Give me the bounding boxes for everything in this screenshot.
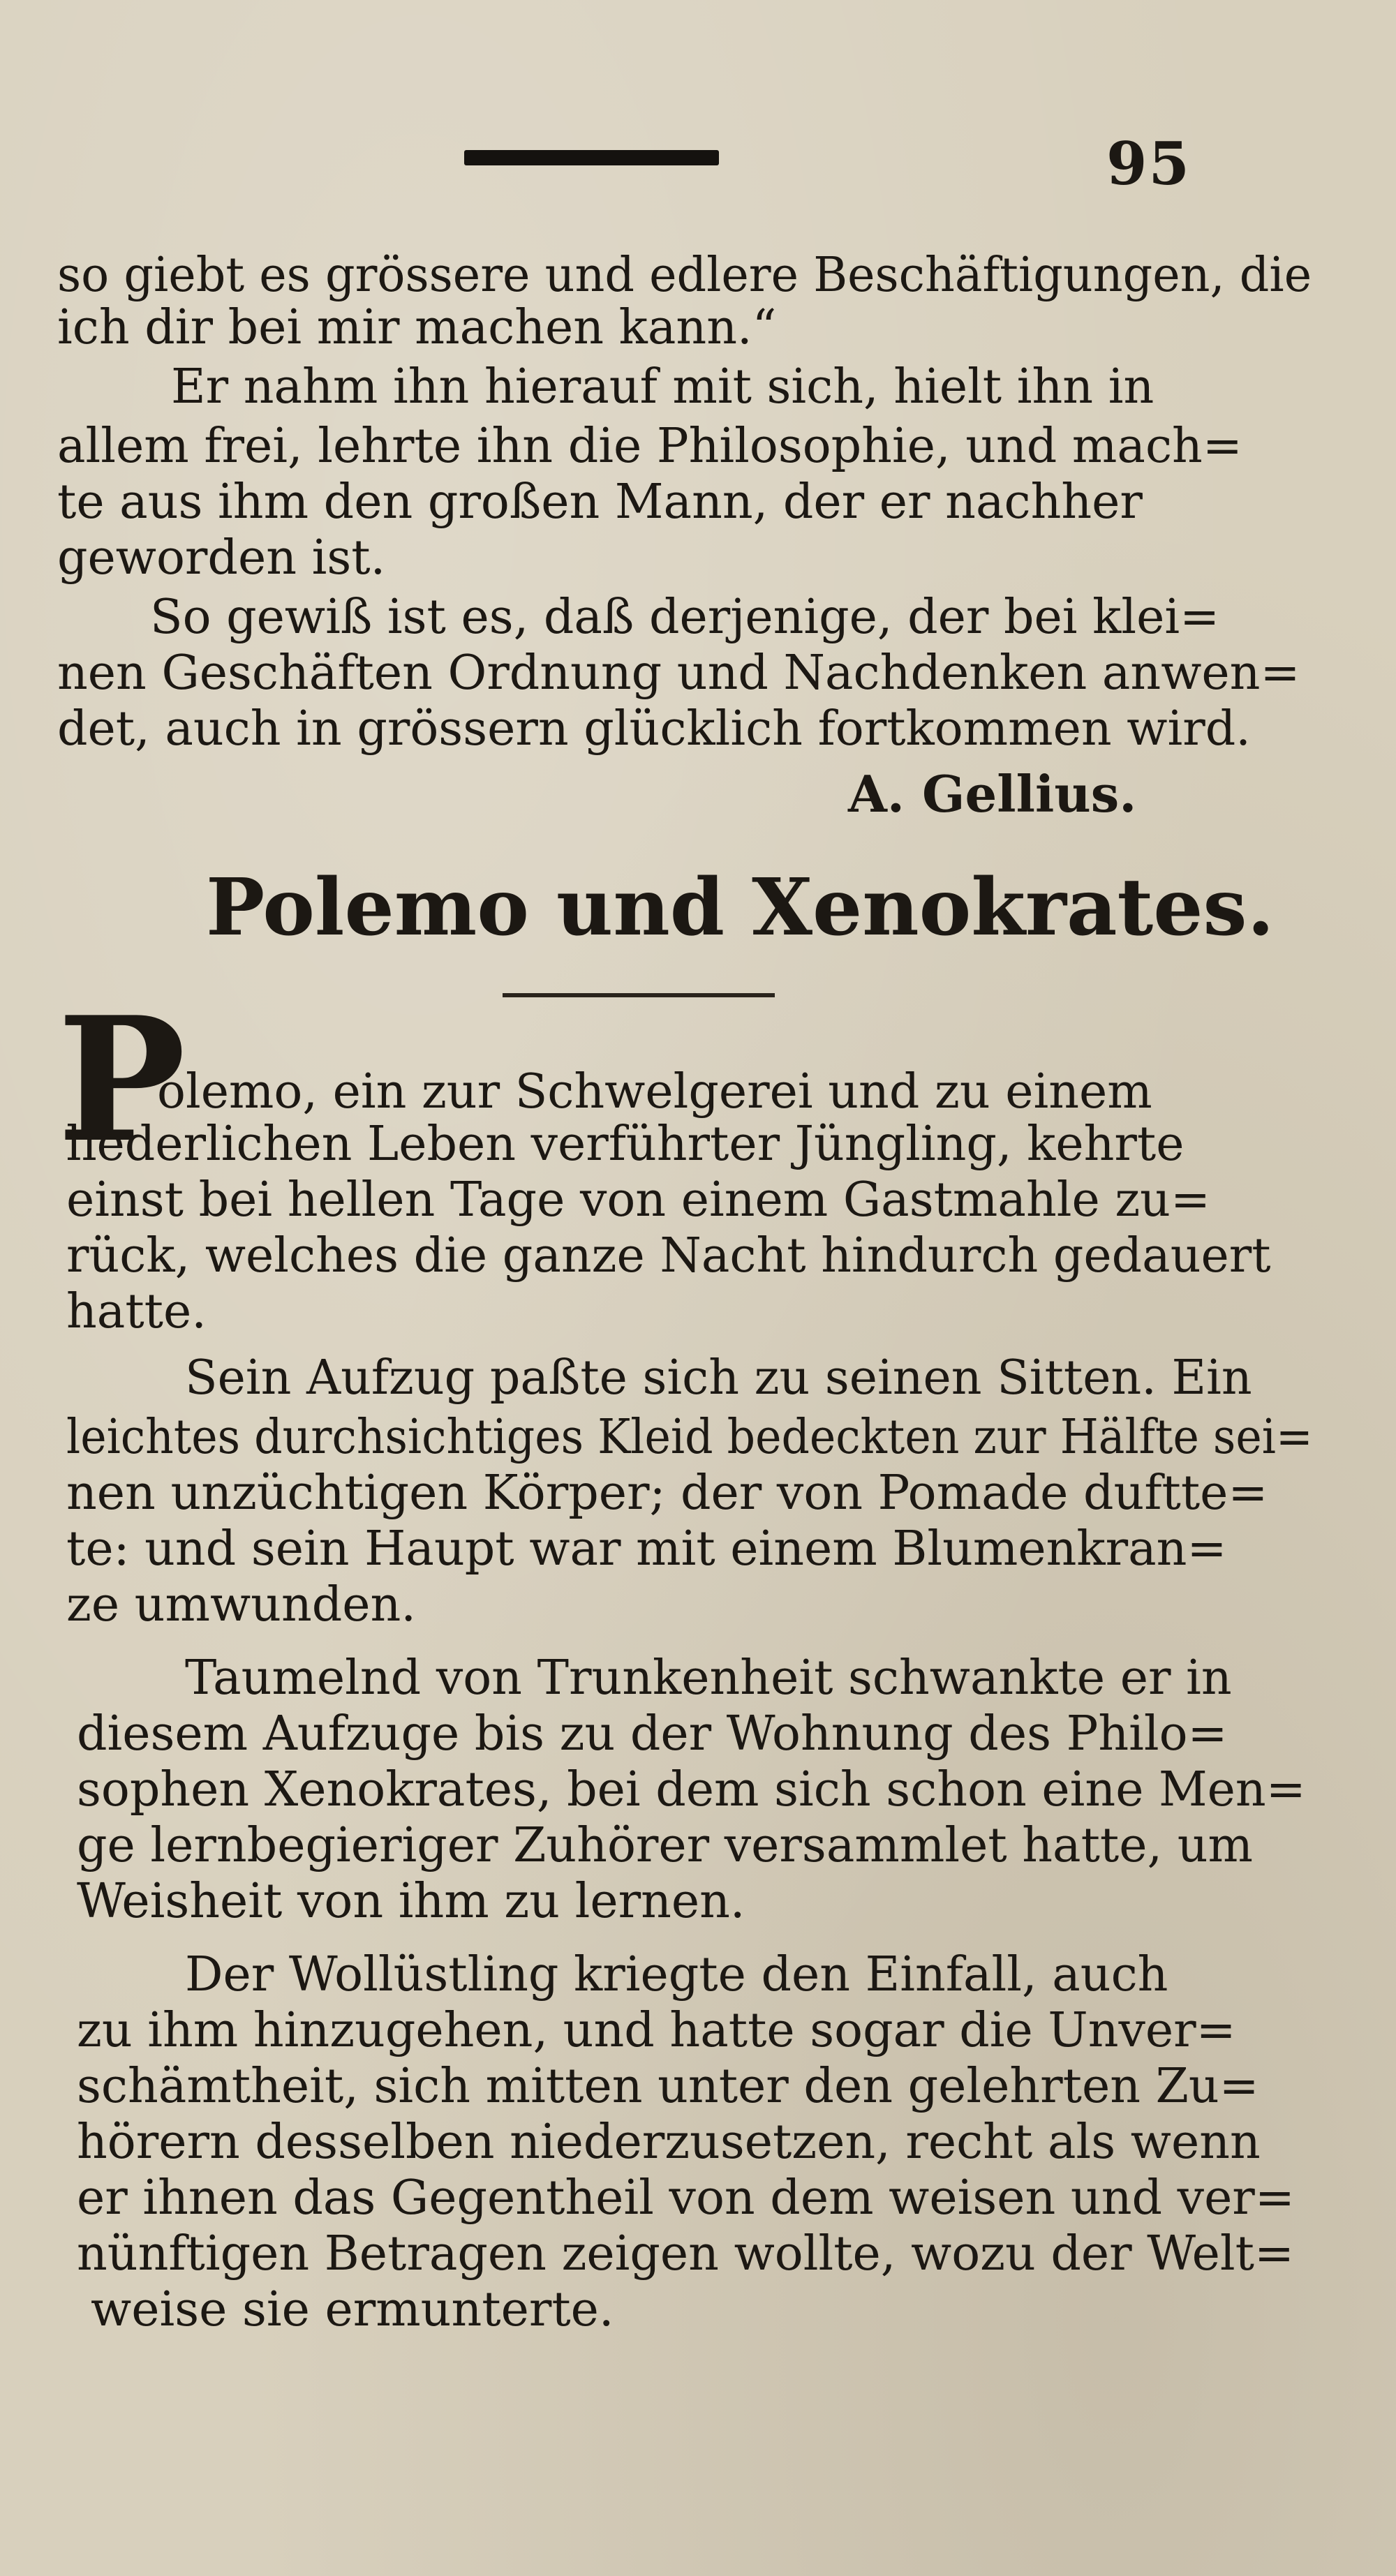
text-line: schämtheit, sich mitten unter den gelehrten Zu= (77, 2059, 1259, 2114)
text-line: te aus ihm den großen Mann, der er nachher (57, 475, 1143, 530)
text-line: leichtes durchsichtiges Kleid bedeckten zur Hälfte sei= (66, 1410, 1313, 1465)
text-line: Taumelnd von Trunkenheit schwankte er in (185, 1651, 1232, 1706)
text-line: te: und sein Haupt war mit einem Blumenkran= (66, 1521, 1227, 1577)
page-number: 95 (1106, 129, 1191, 198)
text-line: hörern desselben niederzusetzen, recht als wenn (77, 2115, 1261, 2170)
drop-cap: P (57, 979, 186, 1180)
text-line: So gewiß ist es, daß derjenige, der bei klei= (150, 590, 1220, 645)
text-line: nen unzüchtigen Körper; der von Pomade duftte= (66, 1466, 1268, 1521)
text-line: Er nahm ihn hierauf mit sich, hielt ihn in (171, 359, 1154, 415)
text-line: allem frei, lehrte ihn die Philosophie, und mach= (57, 419, 1242, 474)
text-line: ge lernbegieriger Zuhörer versammlet hatte, um (77, 1818, 1253, 1873)
text-line: det, auch in grössern glücklich fortkommen wird. (57, 701, 1251, 757)
text-line: einst bei hellen Tage von einem Gastmahle zu= (66, 1172, 1210, 1228)
text-line: Weisheit von ihm zu lernen. (77, 1874, 745, 1929)
text-line: Sein Aufzug paßte sich zu seinen Sitten. Ein (185, 1350, 1252, 1406)
text-line: ze umwunden. (66, 1577, 416, 1632)
text-line: geworden ist. (57, 530, 386, 586)
text-line: weise sie ermunterte. (91, 2282, 614, 2337)
title-rule (503, 993, 775, 997)
attribution: A. Gellius. (848, 764, 1137, 824)
text-line: er ihnen das Gegentheil von dem weisen und ver= (77, 2171, 1295, 2226)
text-line: so giebt es grössere und edlere Beschäftigungen, die (57, 248, 1312, 303)
text-line: nünftigen Betragen zeigen wollte, wozu der Welt= (77, 2226, 1294, 2281)
text-line: hatte. (66, 1284, 207, 1339)
text-line: olemo, ein zur Schwelgerei und zu einem (157, 1064, 1152, 1119)
text-line: rück, welches die ganze Nacht hindurch gedauert (66, 1228, 1271, 1283)
text-line: sophen Xenokrates, bei dem sich schon eine Men= (77, 1762, 1306, 1817)
text-line: zu ihm hinzugehen, und hatte sogar die Unver= (77, 2003, 1236, 2058)
header-rule (464, 150, 719, 165)
section-title: Polemo und Xenokrates. (206, 862, 1275, 953)
text-line: Der Wollüstling kriegte den Einfall, auch (185, 1947, 1168, 2002)
text-line: liederlichen Leben verführter Jüngling, kehrte (66, 1117, 1185, 1172)
text-line: nen Geschäften Ordnung und Nachdenken anwen= (57, 646, 1300, 701)
text-line: ich dir bei mir machen kann.“ (57, 300, 777, 355)
text-line: diesem Aufzuge bis zu der Wohnung des Philo= (77, 1706, 1228, 1762)
